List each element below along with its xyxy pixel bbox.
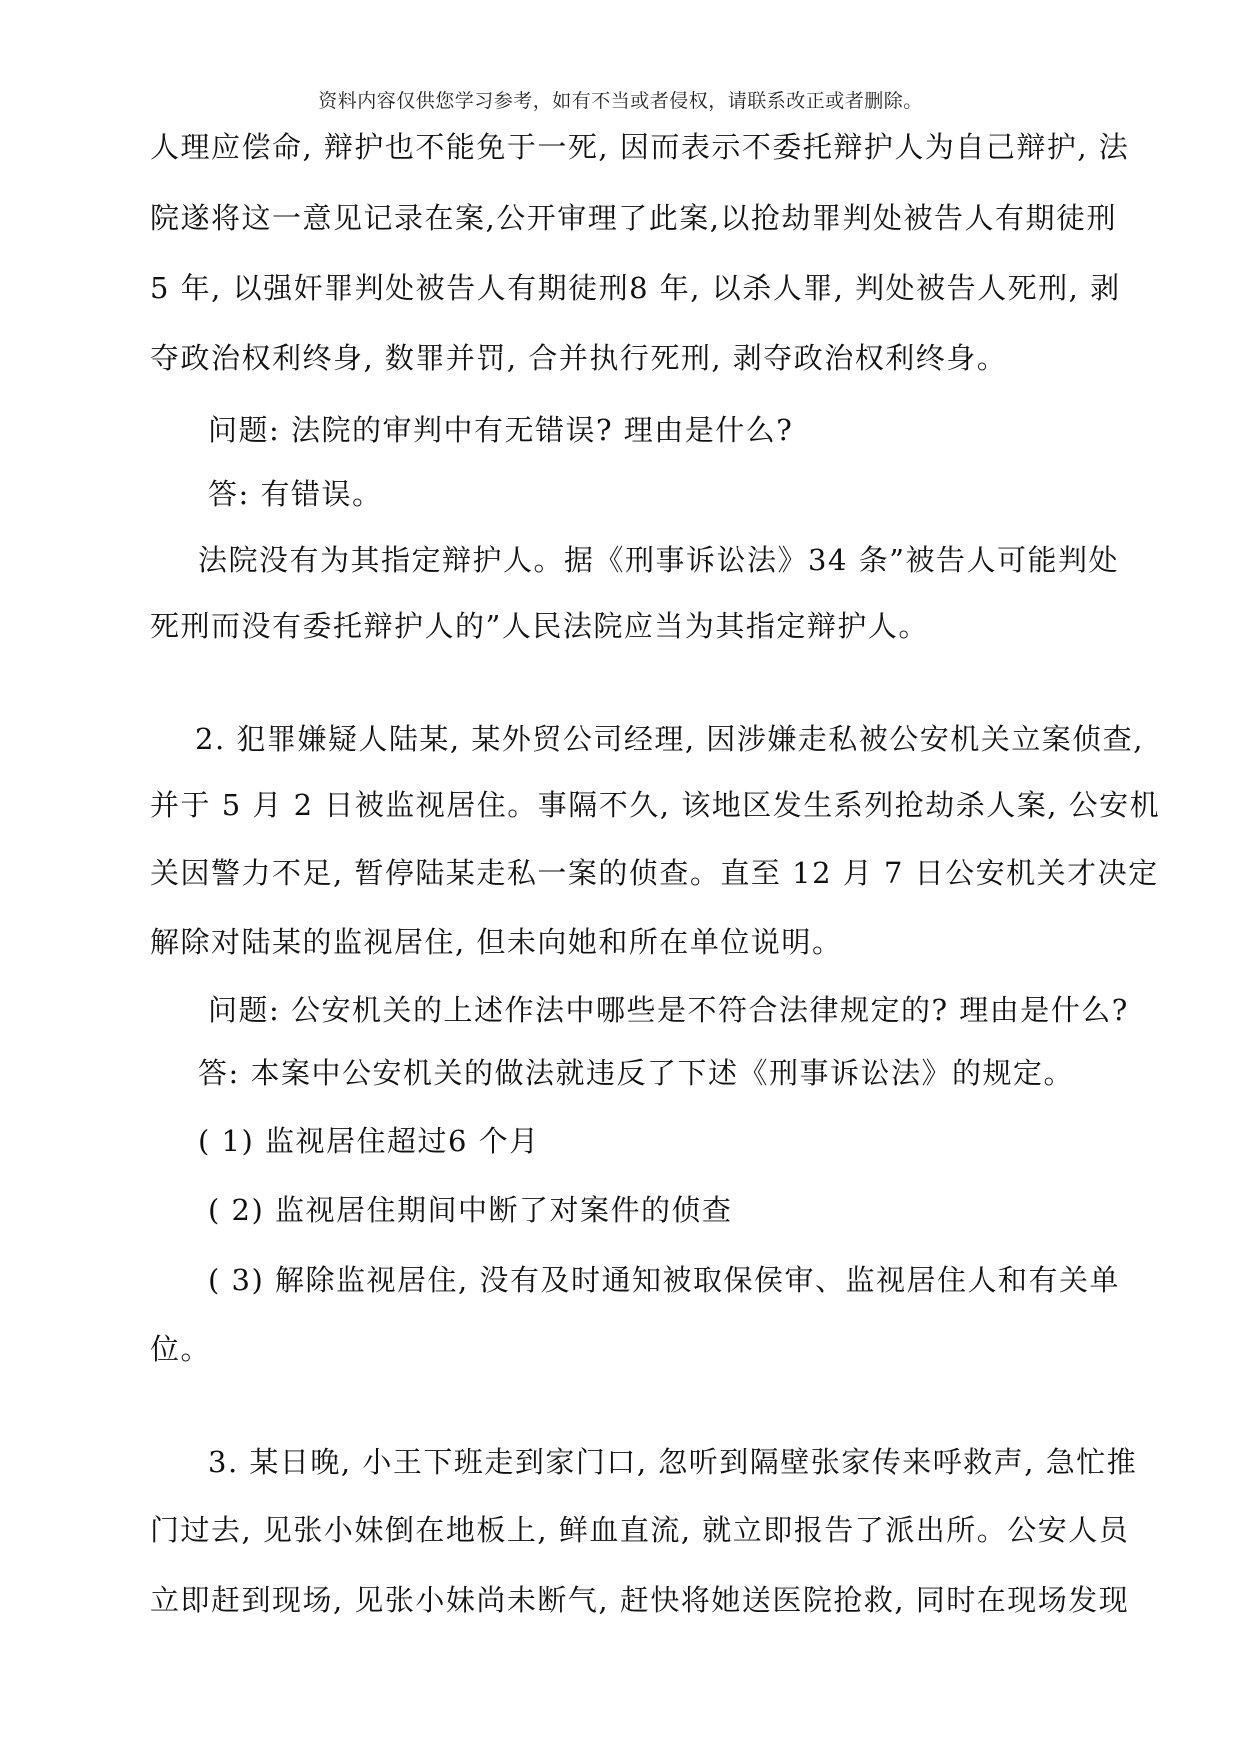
body-line: 答: 有错误。 [208,477,383,511]
body-line: 问题: 法院的审判中有无错误? 理由是什么? [208,413,794,447]
body-line: 死刑而没有委托辩护人的”人民法院应当为其指定辩护人。 [150,609,929,643]
body-line: 关因警力不足, 暂停陆某走私一案的侦查。直至 12 月 7 日公安机关才决定 [150,856,1159,890]
header-disclaimer: 资料内容仅供您学习参考，如有不当或者侵权，请联系改正或者删除。 [318,90,923,112]
body-line: 夺政治权利终身, 数罪并罚, 合并执行死刑, 剥夺政治权利终身。 [150,341,1008,375]
body-line: 答: 本案中公安机关的做法就违反了下述《刑事诉讼法》的规定。 [198,1056,1074,1090]
body-line: 解除对陆某的监视居住, 但未向她和所在单位说明。 [150,925,843,959]
body-line: 5 年, 以强奸罪判处被告人有期徒刑8 年, 以杀人罪, 判处被告人死刑, 剥 [150,271,1121,305]
body-line: 3. 某日晚, 小王下班走到家门口, 忽听到隔壁张家传来呼救声, 急忙推 [208,1445,1138,1479]
body-line: 门过去, 见张小妹倒在地板上, 鲜血直流, 就立即报告了派出所。公安人员 [150,1513,1130,1547]
body-line: 问题: 公安机关的上述作法中哪些是不符合法律规定的? 理由是什么? [208,993,1129,1027]
body-line: ( 2) 监视居住期间中断了对案件的侦查 [208,1193,733,1227]
body-line: 并于 5 月 2 日被监视居住。事隔不久, 该地区发生系列抢劫杀人案, 公安机 [150,788,1161,822]
body-line: 位。 [150,1332,212,1366]
body-line: 院遂将这一意见记录在案,公开审理了此案,以抢劫罪判处被告人有期徒刑 [150,201,1117,235]
body-line: 2. 犯罪嫌疑人陆某, 某外贸公司经理, 因涉嫌走私被公安机关立案侦查, [195,722,1144,756]
body-line: ( 3) 解除监视居住, 没有及时通知被取保侯审、监视居住人和有关单 [208,1263,1120,1297]
body-line: 立即赶到现场, 见张小妹尚未断气, 赶快将她送医院抢救, 同时在现场发现 [150,1583,1130,1617]
body-line: 法院没有为其指定辩护人。据《刑事诉讼法》34 条”被告人可能判处 [198,543,1119,577]
body-line: 人理应偿命, 辩护也不能免于一死, 因而表示不委托辩护人为自己辩护, 法 [150,130,1130,164]
body-line: ( 1) 监视居住超过6 个月 [198,1124,540,1158]
